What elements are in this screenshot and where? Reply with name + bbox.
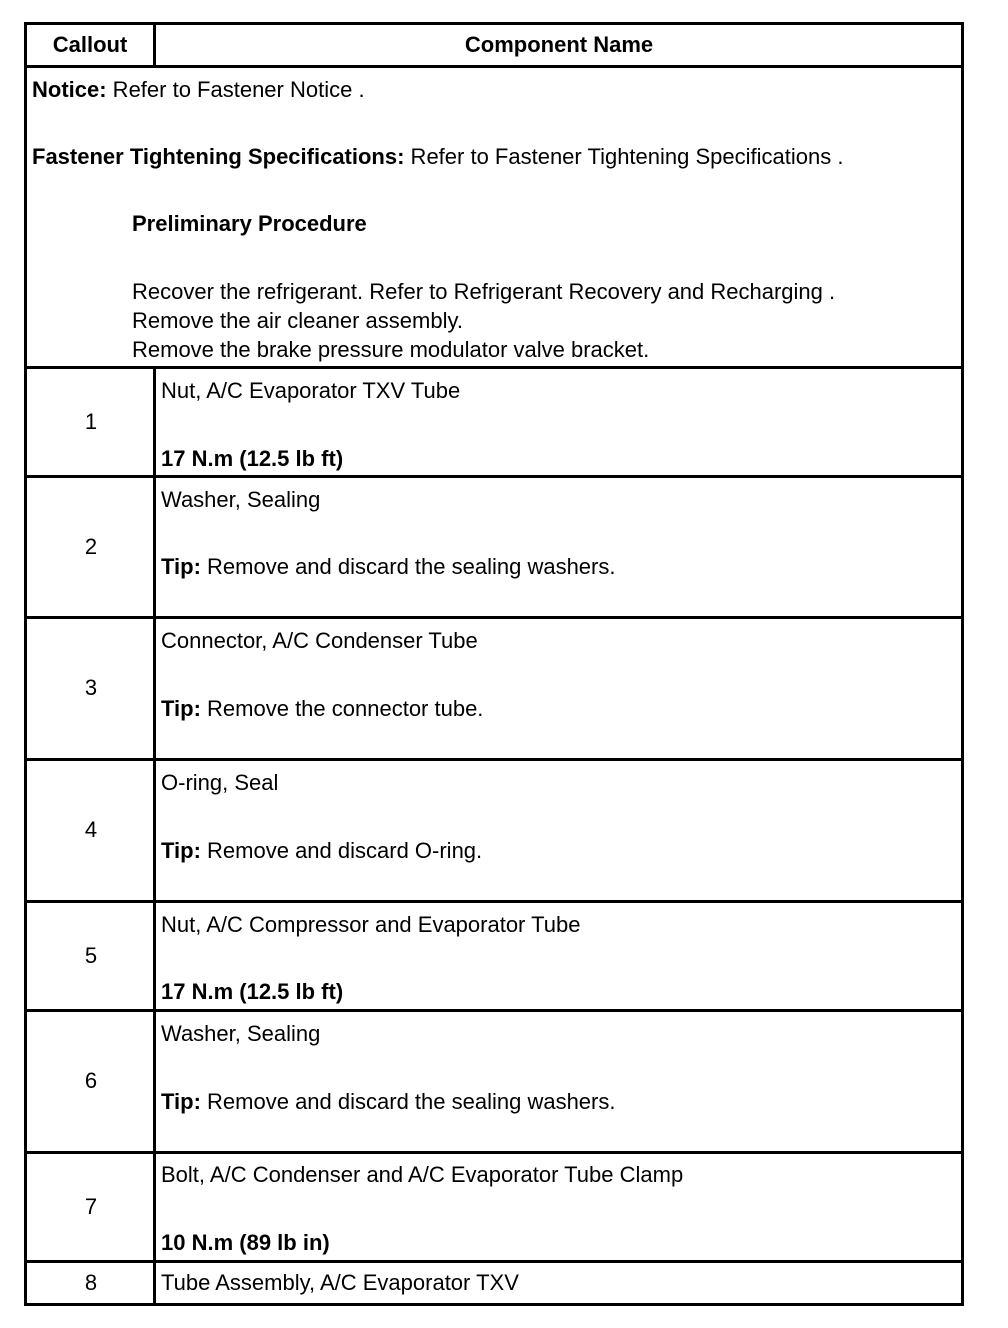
callout-number: 6 xyxy=(84,1068,98,1093)
procedure-step: Remove the brake pressure modulator valve bracket. xyxy=(132,337,650,362)
callout-number: 5 xyxy=(84,943,98,968)
torque-spec: 17 N.m (12.5 lb ft) xyxy=(161,979,344,1004)
callout-number: 1 xyxy=(84,409,98,434)
callout-number: 7 xyxy=(84,1194,98,1219)
tip-text: Remove and discard the sealing washers. xyxy=(200,1089,616,1114)
torque-spec: 17 N.m (12.5 lb ft) xyxy=(161,446,344,471)
component-name: Connector, A/C Condenser Tube xyxy=(161,628,478,653)
table-row xyxy=(27,1263,961,1303)
torque-spec: 10 N.m (89 lb in) xyxy=(161,1230,330,1255)
component-name: Nut, A/C Compressor and Evaporator Tube xyxy=(161,912,581,937)
component-name: Nut, A/C Evaporator TXV Tube xyxy=(161,378,461,403)
table-row xyxy=(27,903,961,1009)
preliminary-procedure-title: Preliminary Procedure xyxy=(132,211,367,236)
component-name: Washer, Sealing xyxy=(161,1021,321,1046)
component-name: Tube Assembly, A/C Evaporator TXV xyxy=(161,1270,519,1295)
component-name: O-ring, Seal xyxy=(161,770,279,795)
tip-label: Tip: xyxy=(161,1089,201,1114)
table-row xyxy=(27,369,961,475)
callout-number: 4 xyxy=(84,817,98,842)
table-row xyxy=(27,1154,961,1260)
table-row xyxy=(27,619,961,757)
tip-text: Remove the connector tube. xyxy=(200,696,484,721)
notice-line xyxy=(32,75,365,104)
callout-number: 2 xyxy=(84,534,98,559)
callout-number: 8 xyxy=(84,1270,98,1295)
callout-number: 3 xyxy=(84,675,98,700)
notice-text: Refer to Fastener Notice . xyxy=(106,77,365,102)
tip-text: Remove and discard O-ring. xyxy=(200,838,483,863)
tip-label: Tip: xyxy=(161,554,201,579)
callout-header: Callout xyxy=(52,32,128,57)
component-name: Washer, Sealing xyxy=(161,487,321,512)
table-row xyxy=(27,478,961,616)
fastener-spec-label: Fastener Tightening Specifications: xyxy=(32,144,405,169)
tip-label: Tip: xyxy=(161,696,201,721)
tip-line xyxy=(161,838,482,864)
tip-line xyxy=(161,1089,615,1115)
tip-text: Remove and discard the sealing washers. xyxy=(200,554,616,579)
table-row xyxy=(27,761,961,899)
fastener-spec-text: Refer to Fastener Tightening Specifications . xyxy=(404,144,844,169)
table-row xyxy=(27,1012,961,1150)
notice-block xyxy=(27,68,961,366)
tip-line xyxy=(161,554,615,580)
tip-label: Tip: xyxy=(161,838,201,863)
notice-label: Notice: xyxy=(32,77,107,102)
component-name-header: Component Name xyxy=(464,32,654,57)
component-table xyxy=(24,22,964,1306)
procedure-step: Remove the air cleaner assembly. xyxy=(132,308,463,333)
table-header xyxy=(27,25,961,65)
fastener-spec-line xyxy=(32,142,843,171)
component-name: Bolt, A/C Condenser and A/C Evaporator Tube Clamp xyxy=(161,1162,684,1187)
tip-line xyxy=(161,696,483,722)
procedure-step: Recover the refrigerant. Refer to Refrigerant Recovery and Recharging . xyxy=(132,279,836,304)
